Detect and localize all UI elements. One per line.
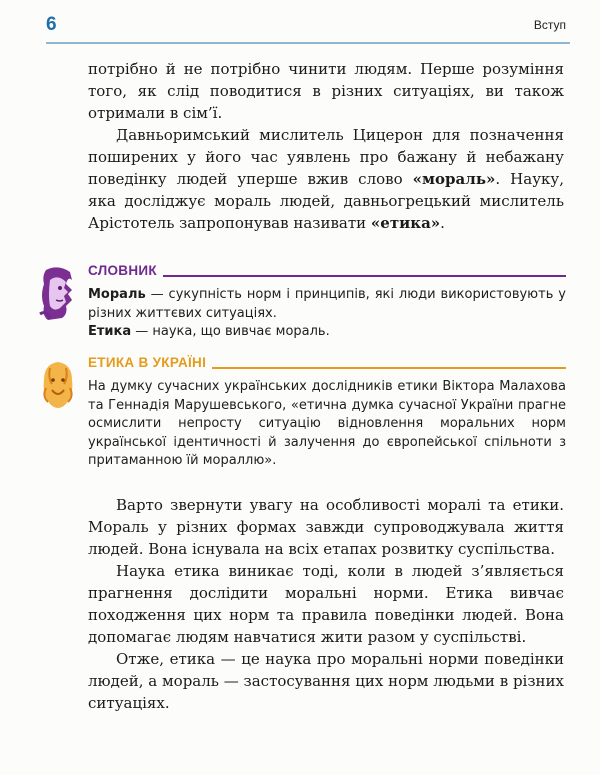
page-number: 6 <box>46 14 57 35</box>
entry-definition: — наука, що вивчає мораль. <box>131 324 330 339</box>
lion-head-icon <box>38 358 78 414</box>
dictionary-header <box>88 264 566 280</box>
paragraph: Наука етика виникає тоді, коли в людей з’являється прагнення дослідити моральні норми. Етика вивчає походження цих норм та правила поведінки людей. Вона допомагає людям навчатися жити разом у суспільстві. <box>88 562 564 646</box>
text-block-intro <box>88 58 564 234</box>
dictionary-box <box>88 264 566 342</box>
term-ethics: «етика» <box>370 214 441 232</box>
dictionary-entry <box>88 286 566 323</box>
ethics-ukraine-text: На думку сучасних українських дослідників етики Віктора Малахова та Геннадія Марушевського, «етична думка сучасної України прагне осмислити непросту ситуацію відновлення моральних норм української ідентичності й залучення до європейської спільноти з притаманною їй мораллю». <box>88 379 566 468</box>
divider <box>212 367 566 369</box>
text-run: Давньоримський мислитель Цицерон для позначення поширених у його час уявлень про бажану й небажану поведінку людей уперше вжив слово <box>88 126 564 188</box>
ethics-ukraine-box <box>88 356 566 471</box>
ethics-ukraine-title: ЕТИКА В УКРАЇНІ <box>88 354 207 370</box>
paragraph: Варто звернути увагу на особливості моралі та етики. Мораль у різних формах завжди супроводжувала життя людей. Вона існувала на всіх етапах розвитку суспільства. <box>88 496 564 558</box>
paragraph: потрібно й не потрібно чинити людям. Перше розуміння того, як слід поводитися в різних ситуаціях, ви також отримали в сім’ї. <box>88 60 564 122</box>
text-block-conclusion <box>88 494 564 714</box>
entry-term: Етика <box>88 324 132 339</box>
text-run: . <box>440 214 445 232</box>
page-header <box>46 14 570 44</box>
paragraph: Отже, етика — це наука про моральні норми поведінки людей, а мораль — застосування цих норм людьми в різних ситуаціях. <box>88 650 564 712</box>
divider <box>163 275 566 277</box>
section-title: Вступ <box>533 18 566 32</box>
term-moral: «мораль» <box>412 170 496 188</box>
text-run: . Науку, яка досліджує мораль людей, давньогрецький мислитель Арістотель запропонував називати <box>88 170 564 232</box>
entry-term: Мораль <box>88 287 146 302</box>
paragraph <box>88 124 564 234</box>
ethics-ukraine-header <box>88 356 566 372</box>
entry-definition: — сукупність норм і принципів, які люди використовують у різних життєвих ситуаціях. <box>88 287 566 321</box>
dictionary-entry <box>88 323 566 342</box>
dictionary-face-icon <box>38 266 78 324</box>
dictionary-title: СЛОВНИК <box>88 262 157 278</box>
